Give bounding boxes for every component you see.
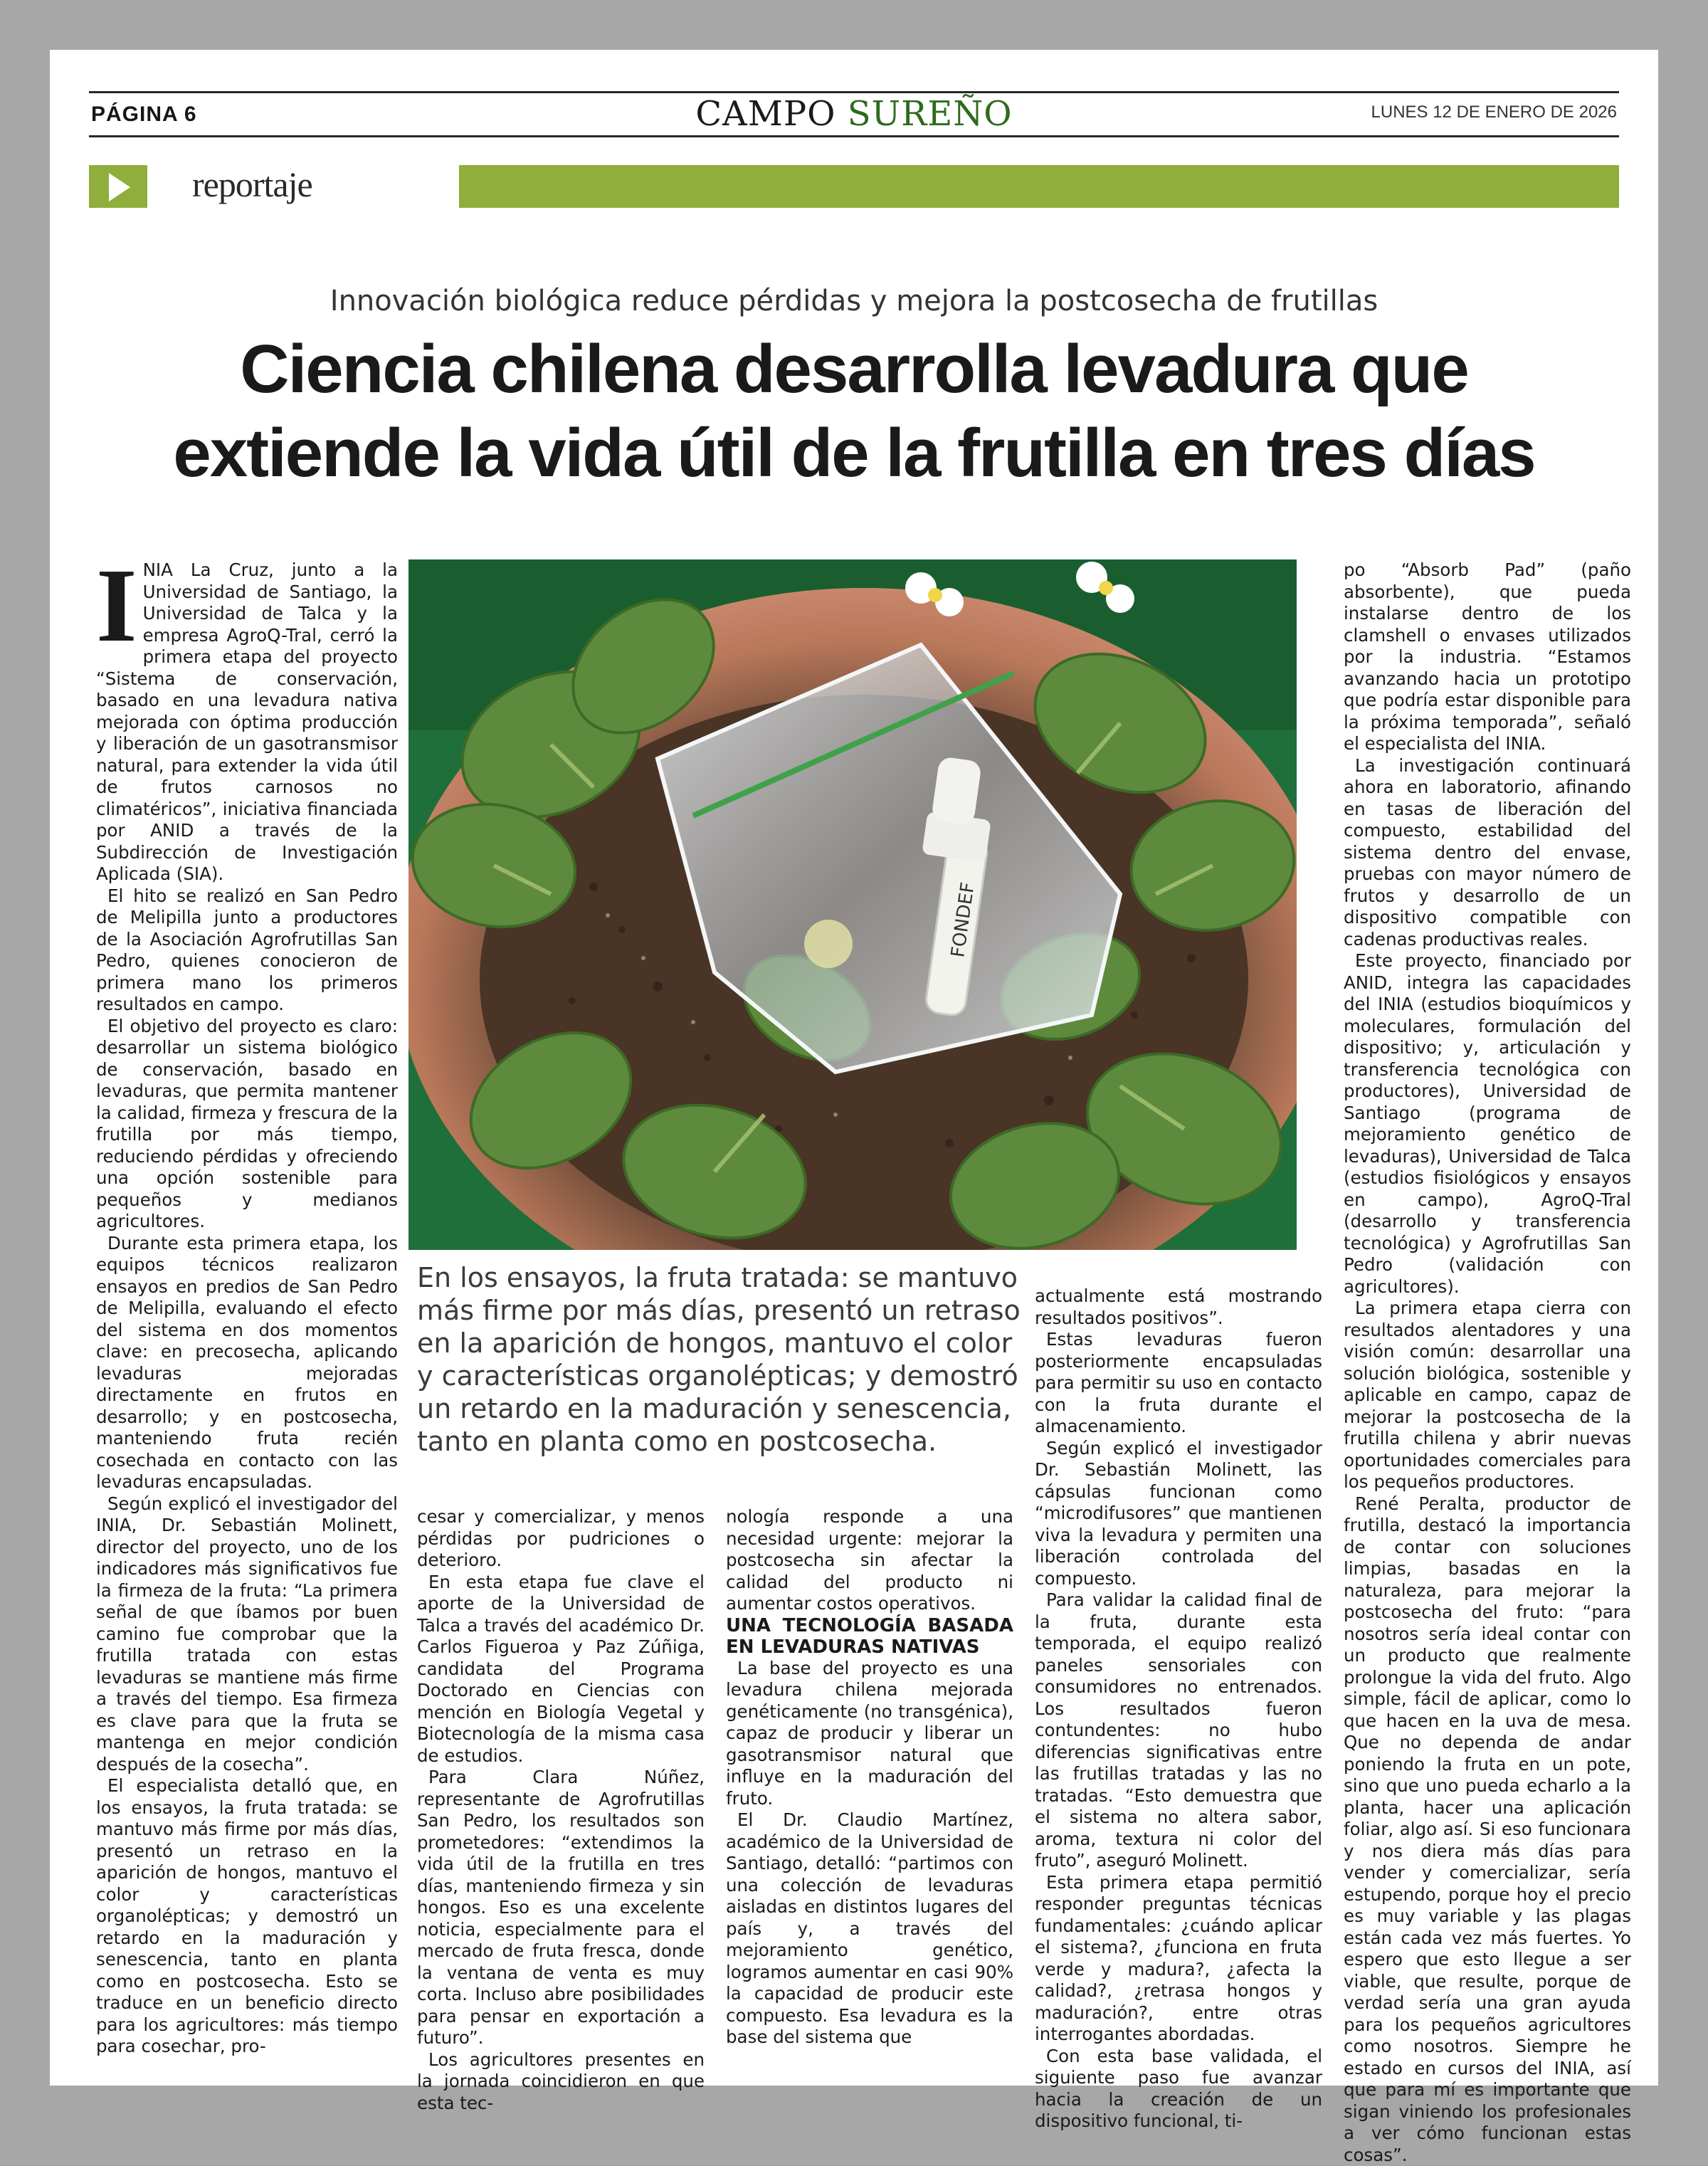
column-4	[1035, 1286, 1322, 2133]
paragraph: Con esta base validada, el siguiente paso fue avanzar hacia la creación de un dispositivo funcional, ti-	[1035, 2046, 1322, 2133]
dropcap: I	[96, 562, 137, 649]
newspaper-page	[50, 50, 1658, 2086]
paragraph: Estas levaduras fueron posteriormente encapsuladas para permitir su uso en contacto con la fruta durante el almacenamiento.	[1035, 1329, 1322, 1438]
paragraph: Según explicó el investigador del INIA, Dr. Sebastián Molinett, director del proyecto, uno de los indicadores más significativos fue la firmeza de la fruta: “La primera señal de que íbamos por buen camino fue comprobar que la frutilla tratada con estas levaduras se mantiene más firme a través del tiempo. Esa firmeza es clave para que la fruta se mantenga en mejor condición después de la cosecha”.	[96, 1493, 398, 1776]
subheading: UNA TECNOLOGÍA BASADA EN LEVADURAS NATIVAS	[726, 1615, 1013, 1658]
paragraph: La investigación continuará ahora en laboratorio, afinando en tasas de liberación del compuesto, estabilidad del sistema dentro del envase, pruebas con mayor número de frutos y desarrollo de un dispositivo compatible con cadenas productivas reales.	[1344, 755, 1631, 951]
paragraph: nología responde a una necesidad urgente: mejorar la postcosecha sin afectar la calidad del producto ni aumentar costos operativos.	[726, 1506, 1013, 1615]
paragraph: El hito se realizó en San Pedro de Melipilla junto a productores de la Asociación Agrofrutillas San Pedro, quienes conocieron de primera mano los primeros resultados en campo.	[96, 885, 398, 1016]
article-kicker: Innovación biológica reduce pérdidas y mejora la postcosecha de frutillas	[64, 285, 1644, 317]
pull-quote: En los ensayos, la fruta tratada: se mantuvo más firme por más días, presentó un retraso en la aparición de hongos, mantuvo el color y características organolépticas; y demostró un retardo en la maduración y senescencia, tanto en planta como en postcosecha.	[417, 1261, 1029, 1458]
issue-date: LUNES 12 DE ENERO DE 2026	[1371, 102, 1617, 122]
play-arrow-icon	[109, 173, 130, 201]
paragraph: cesar y comercializar, y menos pérdidas por pudriciones o deterioro.	[417, 1506, 705, 1572]
paragraph: Según explicó el investigador Dr. Sebastián Molinett, las cápsulas funcionan como “microdifusores” que mantienen viva la levadura y permiten una liberación controlada del compuesto.	[1035, 1438, 1322, 1590]
header-rule-bottom	[89, 135, 1619, 137]
header-rule-top	[89, 91, 1619, 93]
paragraph: La base del proyecto es una levadura chilena mejorada genéticamente (no transgénica), capaz de producir y liberar un gasotransmisor natural que influye en la maduración del fruto.	[726, 1658, 1013, 1810]
column-2	[417, 1506, 705, 2114]
column-5	[1344, 559, 1631, 2166]
masthead-logo-part1: CAMPO	[695, 94, 847, 134]
section-label: reportaje	[192, 164, 312, 205]
photo-tag: FONDEF	[947, 881, 979, 959]
paragraph: En esta etapa fue clave el aporte de la Universidad de Talca a través del académico Dr. Carlos Figueroa y Paz Zúñiga, candidata del Programa Doctorado en Ciencias con mención en Biología Vegetal y Biotecnología de la misma casa de estudios.	[417, 1572, 705, 1767]
paragraph: po “Absorb Pad” (paño absorbente), que pueda instalarse dentro de los clamshell o envases utilizados por la industria. “Estamos avanzando hacia un prototipo que podría estar disponible para la próxima temporada”, señaló el especialista del INIA.	[1344, 559, 1631, 755]
paragraph	[96, 559, 398, 885]
paragraph: La primera etapa cierra con resultados alentadores y una visión común: desarrollar una solución biológica, sostenible y aplicable en campo, capaz de mejorar la postcosecha de la frutilla chilena y abrir nuevas oportunidades comerciales para los pequeños productores.	[1344, 1298, 1631, 1493]
paragraph: Para validar la calidad final de la fruta, durante esta temporada, el equipo realizó paneles sensoriales con consumidores no entrenados. Los resultados fueron contundentes: no hubo diferencias significativas entre las frutillas tratadas y las no tratadas. “Esto demuestra que el sistema no altera sabor, aroma, textura ni color del fruto”, aseguró Molinett.	[1035, 1589, 1322, 1872]
article	[64, 208, 1644, 2071]
paragraph-text: NIA La Cruz, junto a la Universidad de Santiago, la Universidad de Talca y la empresa AgroQ-Tral, cerró la primera etapa del proyecto “Sistema de conservación, basado en una levadura nativa mejorada con óptima producción y liberación de un gasotransmisor natural, para extender la vida útil de frutos carnosos no climatéricos”, iniciativa financiada por ANID a través de la Subdirección de Investigación Aplicada (SIA).	[96, 559, 398, 884]
paragraph: Este proyecto, financiado por ANID, integra las capacidades del INIA (estudios bioquímicos y moleculares, formulación del dispositivo; y, articulación y transferencia tecnológica con productores), Universidad de Santiago (programa de mejoramiento genético de levaduras), Universidad de Talca (estudios fisiológicos y ensayos en campo), AgroQ-Tral (desarrollo y transferencia tecnológica) y Agrofrutillas San Pedro (validación con agricultores).	[1344, 950, 1631, 1298]
paragraph: Esta primera etapa permitió responder preguntas técnicas fundamentales: ¿cuándo aplicar el sistema?, ¿funciona en fruta verde y madura?, ¿afecta la calidad?, ¿retrasa hongos y maduración?, entre otras interrogantes abordadas.	[1035, 1872, 1322, 2046]
page-number: PÁGINA 6	[91, 102, 197, 127]
article-photo	[408, 559, 1297, 1250]
paragraph: El especialista detalló que, en los ensayos, la fruta tratada: se mantuvo más firme por más días, presentó un retraso en la aparición de hongos, mantuvo el color y características organolépticas; y demostró un retardo en la maduración y senescencia, tanto en planta como en postcosecha. Esto se traduce en un beneficio directo para los agricultores: más tiempo para cosechar, pro-	[96, 1775, 398, 2058]
column-3	[726, 1506, 1013, 2049]
article-headline: Ciencia chilena desarrolla levadura que extiende la vida útil de la frutilla en tres días	[107, 327, 1601, 495]
paragraph: actualmente está mostrando resultados positivos”.	[1035, 1286, 1322, 1329]
column-1	[96, 559, 398, 2058]
paragraph: Para Clara Núñez, representante de Agrofrutillas San Pedro, los resultados son prometedores: “extendimos la vida útil de la frutilla en tres días, manteniendo firmeza y sin hongos. Eso es una excelente noticia, especialmente para el mercado de fruta fresca, donde la ventana de venta es muy corta. Incluso abre posibilidades para pensar en exportación a futuro”.	[417, 1767, 705, 2049]
paragraph: El Dr. Claudio Martínez, académico de la Universidad de Santiago, detalló: “partimos con una colección de levaduras aisladas en distintos lugares del país y, a través del mejoramiento genético, logramos aumentar en casi 90% la capacidad de producir este compuesto. Esa levadura es la base del sistema que	[726, 1809, 1013, 2049]
paragraph: René Peralta, productor de frutilla, destacó la importancia de contar con soluciones limpias, basadas en la naturaleza, para mejorar la postcosecha del fruto: “para nosotros sería ideal contar con un producto que realmente prolongue la vida del fruto. Algo simple, fácil de aplicar, como lo que hacen en la uva de mesa. Que no dependa de andar poniendo la fruta en un pote, sino que uno pueda echarlo a la planta, hacer una aplicación foliar, algo así. Si eso funcionara y nos diera más días para vender y comercializar, sería estupendo, porque hoy el precio es muy variable y las plagas están cada vez más fuertes. Yo espero que esto llegue a ser viable, que resulte, porque de verdad sería una gran ayuda para los pequeños agricultores como nosotros. Siempre he estado en cursos del INIA, así que para mí es importante que sigan viniendo los profesionales a ver cómo funcionan estas cosas”.	[1344, 1493, 1631, 2166]
paragraph: Los agricultores presentes en la jornada coincidieron en que esta tec-	[417, 2049, 705, 2115]
paragraph: Durante esta primera etapa, los equipos técnicos realizaron ensayos en predios de San Pedro de Melipilla, evaluando el efecto del sistema en dos momentos clave: en precosecha, aplicando levaduras mejoradas directamente en frutos en desarrollo; y en postcosecha, manteniendo fruta recién cosechada en contacto con las levaduras encapsuladas.	[96, 1233, 398, 1493]
masthead-logo-part2: SUREÑO	[848, 94, 1013, 134]
paragraph: El objetivo del proyecto es claro: desarrollar un sistema biológico de conservación, basado en levaduras, que permita mantener la calidad, firmeza y frescura de la frutilla por más tiempo, reduciendo pérdidas y ofreciendo una opción sostenible para pequeños y medianos agricultores.	[96, 1016, 398, 1233]
